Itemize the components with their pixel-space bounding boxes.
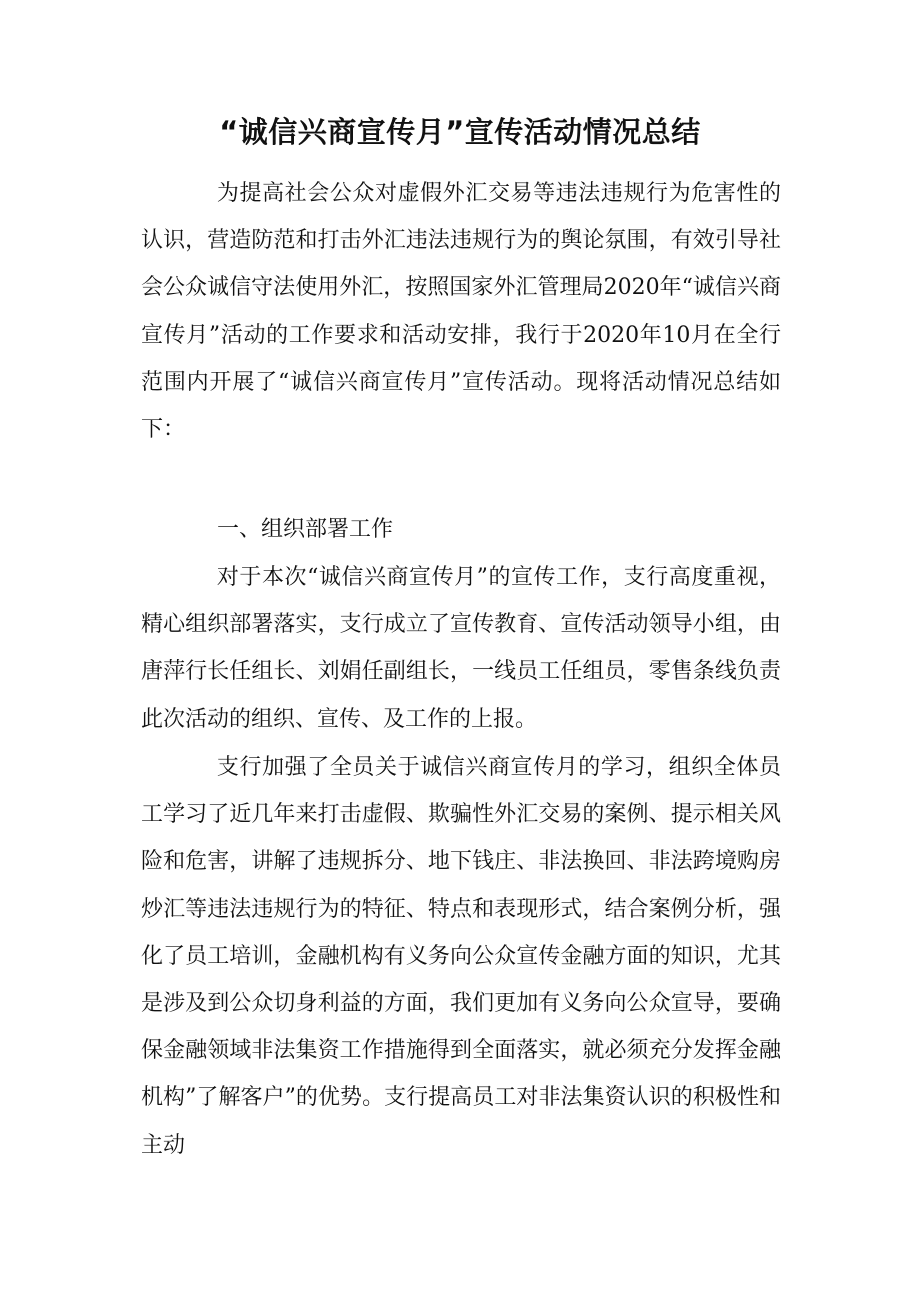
- document-title: “诚信兴商宣传月”宣传活动情况总结: [219, 115, 701, 149]
- organization-paragraph: 对于本次“诚信兴商宣传月”的宣传工作，支行高度重视，精心组织部署落实，支行成立了宣传教育、宣传活动领导小组，由唐萍行长任组长、刘娟任副组长，一线员工任组员，零售条线负责此次活动的组织、宣传、及工作的上报。: [141, 565, 781, 732]
- study-paragraph: 支行加强了全员关于诚信兴商宣传月的学习，组织全体员工学习了近几年来打击虚假、欺骗性外汇交易的案例、提示相关风险和危害，讲解了违规拆分、地下钱庄、非法换回、非法跨境购房炒汇等违法违规行为的特征、特点和表现形式，结合案例分析，强化了员工培训，金融机构有义务向公众宣传金融方面的知识，尤其是涉及到公众切身利益的方面，我们更加有义务向公众宣导，要确保金融领域非法集资工作措施得到全面落实，就必须充分发挥金融机构”了解客户”的优势。支行提高员工对非法集资认识的积极性和主动: [141, 755, 781, 1158]
- section-heading: 一、组织部署工作: [217, 517, 394, 542]
- intro-paragraph: 为提高社会公众对虚假外汇交易等违法违规行为危害性的认识，营造防范和打击外汇违法违规行为的舆论氛围，有效引导社会公众诚信守法使用外汇，按照国家外汇管理局2020年“诚信兴商宣传月”活动的工作要求和活动安排，我行于2020年10月在全行范围内开展了“诚信兴商宣传月”宣传活动。现将活动情况总结如下：: [141, 181, 781, 443]
